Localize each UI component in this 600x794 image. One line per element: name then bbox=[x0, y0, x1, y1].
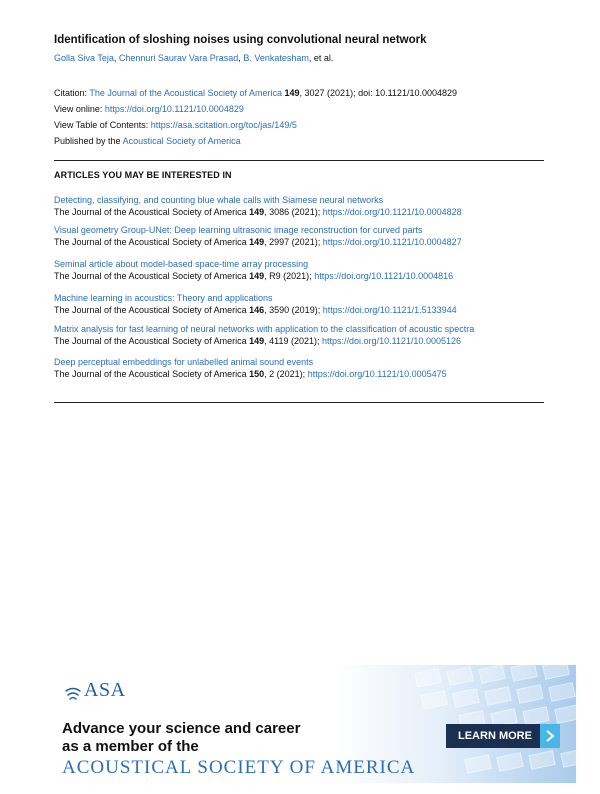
divider bbox=[54, 402, 544, 403]
citation-rest: , 3027 (2021); doi: 10.1121/10.0004829 bbox=[299, 88, 457, 98]
volume: 149 bbox=[249, 335, 265, 346]
journal-name: The Journal of the Acoustical Society of America bbox=[54, 206, 247, 217]
related-article bbox=[54, 357, 554, 380]
publisher-link[interactable]: Acoustical Society of America bbox=[122, 136, 241, 146]
chevron-right-icon bbox=[540, 724, 560, 748]
related-article-title-link[interactable]: Visual geometry Group-UNet: Deep learning ultrasonic image reconstruction for curved parts bbox=[54, 225, 423, 235]
published-line bbox=[54, 135, 241, 147]
volume: 149 bbox=[249, 270, 265, 281]
online-url-link[interactable]: https://doi.org/10.1121/10.0004829 bbox=[104, 104, 244, 114]
doi-link[interactable]: https://doi.org/10.1121/1.5133944 bbox=[322, 304, 457, 315]
related-article-title-link[interactable]: Seminal article about model-based space-time array processing bbox=[54, 259, 309, 269]
banner-society-name: ACOUSTICAL SOCIETY OF AMERICA bbox=[62, 757, 416, 778]
volume: 149 bbox=[249, 236, 265, 247]
pages: , 3590 (2019); bbox=[264, 304, 323, 315]
view-online-line bbox=[54, 103, 244, 115]
article-title: Identification of sloshing noises using convolutional neural network bbox=[54, 34, 427, 46]
pages: , 3086 (2021); bbox=[264, 206, 323, 217]
doi-link[interactable]: https://doi.org/10.1121/10.0004827 bbox=[322, 236, 462, 247]
toc-label: View Table of Contents: bbox=[54, 120, 149, 130]
online-label: View online: bbox=[54, 104, 103, 114]
related-article bbox=[54, 259, 554, 282]
related-article-ref bbox=[54, 271, 554, 283]
volume: 146 bbox=[249, 304, 265, 315]
related-article bbox=[54, 293, 554, 316]
related-article-ref bbox=[54, 336, 554, 348]
related-article-title-link[interactable]: Detecting, classifying, and counting blue whale calls with Siamese neural networks bbox=[54, 195, 384, 205]
citation-volume: 149 bbox=[284, 88, 300, 98]
pages: , R9 (2021); bbox=[264, 270, 315, 281]
pages: , 2 (2021); bbox=[264, 368, 308, 379]
doi-link[interactable]: https://doi.org/10.1121/10.0005475 bbox=[307, 368, 447, 379]
authors-tail: , et al. bbox=[308, 53, 334, 63]
learn-more-button[interactable] bbox=[446, 724, 560, 748]
related-article-title-link[interactable]: Deep perceptual embeddings for unlabelled animal sound events bbox=[54, 357, 314, 367]
related-article-ref bbox=[54, 237, 554, 249]
related-article bbox=[54, 195, 554, 218]
related-article-ref bbox=[54, 305, 554, 317]
banner-headline-1: Advance your science and career bbox=[62, 720, 301, 737]
asa-logo-icon bbox=[62, 683, 84, 705]
volume: 149 bbox=[249, 206, 265, 217]
pages: , 2997 (2021); bbox=[264, 236, 323, 247]
related-article-title-link[interactable]: Machine learning in acoustics: Theory and applications bbox=[54, 293, 273, 303]
divider bbox=[54, 160, 544, 161]
citation-line bbox=[54, 87, 457, 99]
related-article-ref bbox=[54, 207, 554, 219]
related-heading: ARTICLES YOU MAY BE INTERESTED IN bbox=[54, 170, 232, 180]
doi-link[interactable]: https://doi.org/10.1121/10.0004828 bbox=[322, 206, 462, 217]
related-article-ref bbox=[54, 369, 554, 381]
author-link[interactable]: Golla Siva Teja bbox=[54, 53, 114, 63]
related-article-title-link[interactable]: Matrix analysis for fast learning of neural networks with application to the classification of acoustic spectra bbox=[54, 324, 475, 334]
author-list: Golla Siva Teja, Chennuri Saurav Vara Prasad, B. Venkatesham, et al. bbox=[54, 53, 334, 63]
journal-name: The Journal of the Acoustical Society of America bbox=[54, 304, 247, 315]
citation-label: Citation: bbox=[54, 88, 88, 98]
related-article bbox=[54, 225, 554, 248]
volume: 150 bbox=[249, 368, 265, 379]
journal-name: The Journal of the Acoustical Society of America bbox=[54, 236, 247, 247]
published-label: Published by the bbox=[54, 136, 121, 146]
asa-logo-text: ASA bbox=[84, 679, 126, 701]
toc-line bbox=[54, 119, 297, 131]
journal-name: The Journal of the Acoustical Society of America bbox=[54, 335, 247, 346]
doi-link[interactable]: https://doi.org/10.1121/10.0005126 bbox=[322, 335, 461, 346]
pages: , 4119 (2021); bbox=[264, 335, 323, 346]
related-article bbox=[54, 324, 554, 347]
author-link[interactable]: B. Venkatesham bbox=[243, 53, 309, 63]
author-link[interactable]: Chennuri Saurav Vara Prasad bbox=[118, 53, 239, 63]
journal-name: The Journal of the Acoustical Society of America bbox=[54, 270, 247, 281]
learn-more-label: LEARN MORE bbox=[458, 730, 532, 742]
asa-membership-banner[interactable] bbox=[44, 665, 576, 783]
toc-url-link[interactable]: https://asa.scitation.org/toc/jas/149/5 bbox=[150, 120, 297, 130]
banner-headline-2: as a member of the bbox=[62, 738, 199, 755]
journal-name: The Journal of the Acoustical Society of America bbox=[54, 368, 247, 379]
citation-journal-link[interactable]: The Journal of the Acoustical Society of America bbox=[89, 88, 282, 98]
doi-link[interactable]: https://doi.org/10.1121/10.0004816 bbox=[314, 270, 454, 281]
